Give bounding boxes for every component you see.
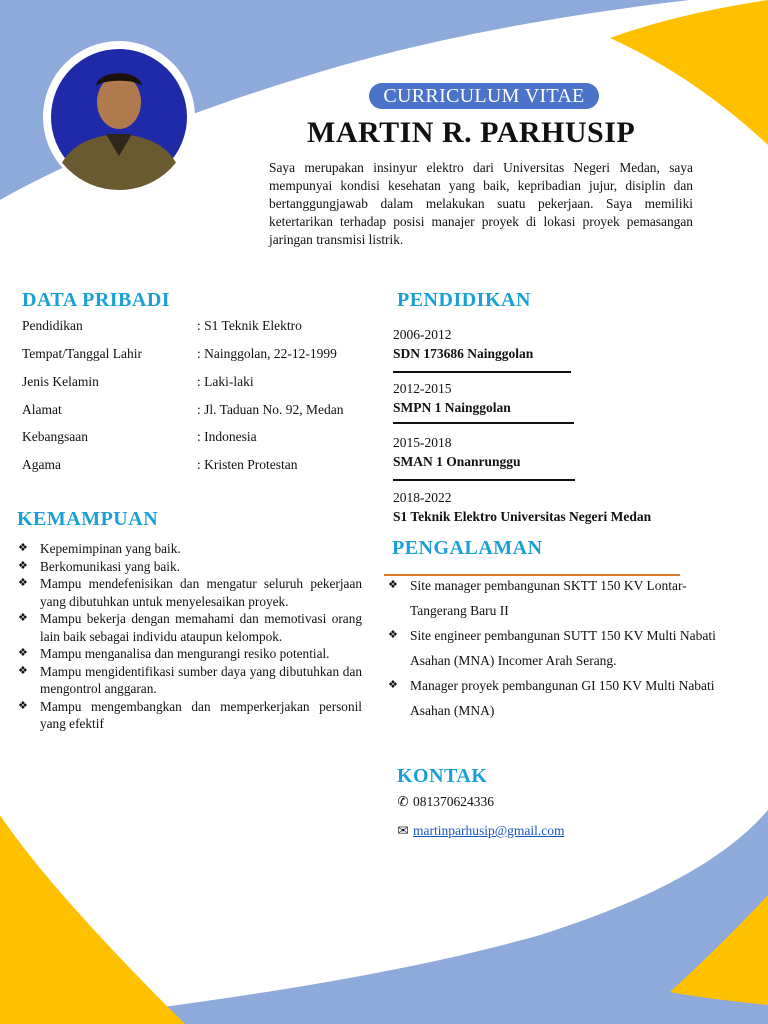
education-item [393,381,511,416]
skill-text: Mampu mengembangkan dan memperkerjakan personil yang efektif [40,698,362,731]
contact-heading: KONTAK [397,765,488,787]
divider [393,371,571,373]
skill-text: Mampu mengidentifikasi sumber daya yang dibutuhkan dan mengontrol anggaran. [40,663,362,696]
personal-label: Agama [22,457,61,472]
list-item [16,610,362,645]
profile-photo-image [46,44,192,190]
list-item [16,575,362,610]
personal-label: Kebangsaan [22,429,88,444]
personal-value: : Nainggolan, 22-12-1999 [197,346,337,361]
diamond-bullet-icon: ❖ [18,559,28,572]
candidate-name: MARTIN R. PARHUSIP [307,116,636,149]
skills-heading: KEMAMPUAN [17,508,159,530]
diamond-bullet-icon: ❖ [18,664,28,677]
list-item [16,645,362,663]
diamond-bullet-icon: ❖ [388,679,398,691]
skills-list [16,540,362,733]
personal-value: : Jl. Taduan No. 92, Medan [197,402,344,417]
list-item [16,698,362,733]
personal-value: : Indonesia [197,429,257,444]
profile-summary: Saya merupakan insinyur elektro dari Universitas Negeri Medan, saya mempunyai kondisi kesehatan yang baik, kepribadian jujur, disiplin dan bertanggungjawab dalam melakukan suatu pekerjaan. Saya memiliki ketertarikan terhadap posisi manajer proyek di lokasi proyek pemasangan jaringan transmisi listrik. [269,160,693,247]
personal-label: Tempat/Tanggal Lahir [22,346,142,361]
education-heading: PENDIDIKAN [397,289,531,311]
personal-label: Alamat [22,402,62,417]
list-item [16,540,362,558]
list-item [386,673,731,723]
personal-value: : Kristen Protestan [197,457,298,472]
diamond-bullet-icon: ❖ [388,629,398,641]
diamond-bullet-icon: ❖ [18,577,28,589]
skill-text: Berkomunikasi yang baik. [40,558,180,574]
divider [393,422,574,424]
education-years: 2012-2015 [393,381,452,396]
email-link[interactable]: martinparhusip@gmail.com [413,823,565,838]
education-years: 2006-2012 [393,327,452,342]
education-years: 2015-2018 [393,435,452,450]
diamond-bullet-icon: ❖ [18,542,28,554]
education-school: S1 Teknik Elektro Universitas Negeri Medan [393,509,652,524]
list-item [386,573,731,623]
diamond-bullet-icon: ❖ [18,612,28,624]
personal-value: : Laki-laki [197,374,254,389]
personal-label: Pendidikan [22,318,83,333]
profile-photo [46,44,192,190]
divider [393,479,575,481]
experience-text: Manager proyek pembangunan GI 150 KV Multi Nabati Asahan (MNA) [410,678,715,718]
skill-text: Mampu menganalisa dan mengurangi resiko potential. [40,646,330,661]
personal-value: : S1 Teknik Elektro [197,318,302,333]
cv-badge: CURRICULUM VITAE [369,83,599,109]
skill-text: Kepemimpinan yang baik. [40,541,181,556]
education-school: SMPN 1 Nainggolan [393,400,511,415]
experience-list [386,573,731,723]
education-item [393,435,521,470]
experience-heading: PENGALAMAN [392,537,543,559]
personal-label: Jenis Kelamin [22,374,99,389]
envelope-icon: ✉ [397,823,409,838]
experience-text: Site manager pembangunan SKTT 150 KV Lontar-Tangerang Baru II [410,578,687,618]
education-school: SDN 173686 Nainggolan [393,346,534,361]
contact-phone-row [395,794,494,810]
bottom-left-yellow-shape [0,815,185,1024]
list-item [16,663,362,698]
diamond-bullet-icon: ❖ [18,647,28,659]
diamond-bullet-icon: ❖ [388,579,398,591]
skill-text: Mampu mendefenisikan dan mengatur seluruh pekerjaan yang dibutuhkan untuk menyelesaikan proyek. [40,576,362,609]
personal-data-heading: DATA PRIBADI [22,289,171,311]
skill-text: Mampu bekerja dengan memahami dan memotivasi orang lain baik sebagai individu ataupun kelompok. [40,611,362,644]
education-item [393,327,533,362]
education-school: SMAN 1 Onanrunggu [393,454,521,469]
education-item [393,490,651,525]
contact-email-row [395,823,565,839]
education-years: 2018-2022 [393,490,452,505]
diamond-bullet-icon: ❖ [18,699,28,712]
list-item [386,623,731,673]
list-item [16,558,362,576]
phone-icon: ✆ [397,794,409,809]
experience-text: Site engineer pembangunan SUTT 150 KV Multi Nabati Asahan (MNA) Incomer Arah Serang. [410,628,716,668]
contact-phone: 081370624336 [413,794,494,809]
